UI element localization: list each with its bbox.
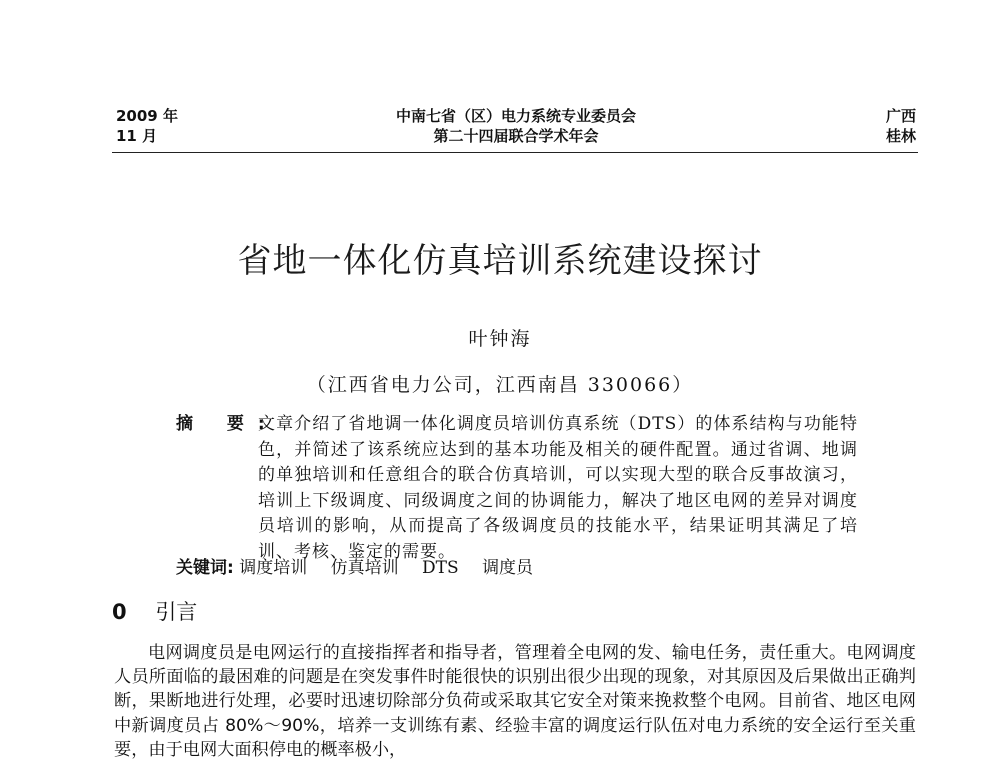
paper-affiliation: （江西省电力公司，江西南昌 330066） xyxy=(306,374,694,396)
keyword: 仿真培训 xyxy=(330,558,399,578)
header-location xyxy=(886,106,916,146)
header-meeting: 第二十四届联合学术年会 xyxy=(433,127,599,145)
paper-title: 省地一体化仿真培训系统建设探讨 xyxy=(237,241,763,281)
keywords-label: 关键词: xyxy=(176,558,234,578)
header-conference xyxy=(116,106,916,146)
header-year: 2009 年 xyxy=(116,107,178,125)
section-heading xyxy=(112,598,197,626)
intro-paragraph: 电网调度员是电网运行的直接指挥者和指导者，管理着全电网的发、输电任务，责任重大。电网调度人员所面临的最困难的问题是在突发事件时能很快的识别出很少出现的现象，对其原因及后果做出正确判断，果断地进行处理，必要时迅速切除部分负荷或采取其它安全对策来挽救整个电网。目前省、地区电网中新调度员占 80%～90%，培养一支训练有素、经验丰富的调度运行队伍对电力系统的安全运行至关重要，由于电网大面积停电的概率极小， xyxy=(114,643,916,760)
conference-header xyxy=(116,106,916,152)
keyword: 调度培训 xyxy=(239,558,308,578)
keywords-block xyxy=(176,556,876,580)
paper-author: 叶钟海 xyxy=(468,328,532,350)
header-city: 桂林 xyxy=(885,127,916,145)
header-divider xyxy=(112,152,918,153)
keyword: 调度员 xyxy=(482,558,534,578)
header-committee: 中南七省（区）电力系统专业委员会 xyxy=(395,107,636,125)
header-province: 广西 xyxy=(885,107,916,125)
header-month: 11 月 xyxy=(116,127,158,145)
section-title: 引言 xyxy=(155,600,198,624)
abstract-label: 摘 要: xyxy=(176,414,279,434)
keyword: DTS xyxy=(422,558,459,578)
section-number: 0 xyxy=(112,600,127,624)
abstract-text: 文章介绍了省地调一体化调度员培训仿真系统（DTS）的体系结构与功能特色，并简述了该系统应达到的基本功能及相关的硬件配置。通过省调、地调的单独培训和任意组合的联合仿真培训，可以实现大型的联合反事故演习，培训上下级调度、同级调度之间的协调能力，解决了地区电网的差异对调度员培训的影响，从而提高了各级调度员的技能水平，结果证明其满足了培训、考核、鉴定的需要。 xyxy=(258,414,858,562)
